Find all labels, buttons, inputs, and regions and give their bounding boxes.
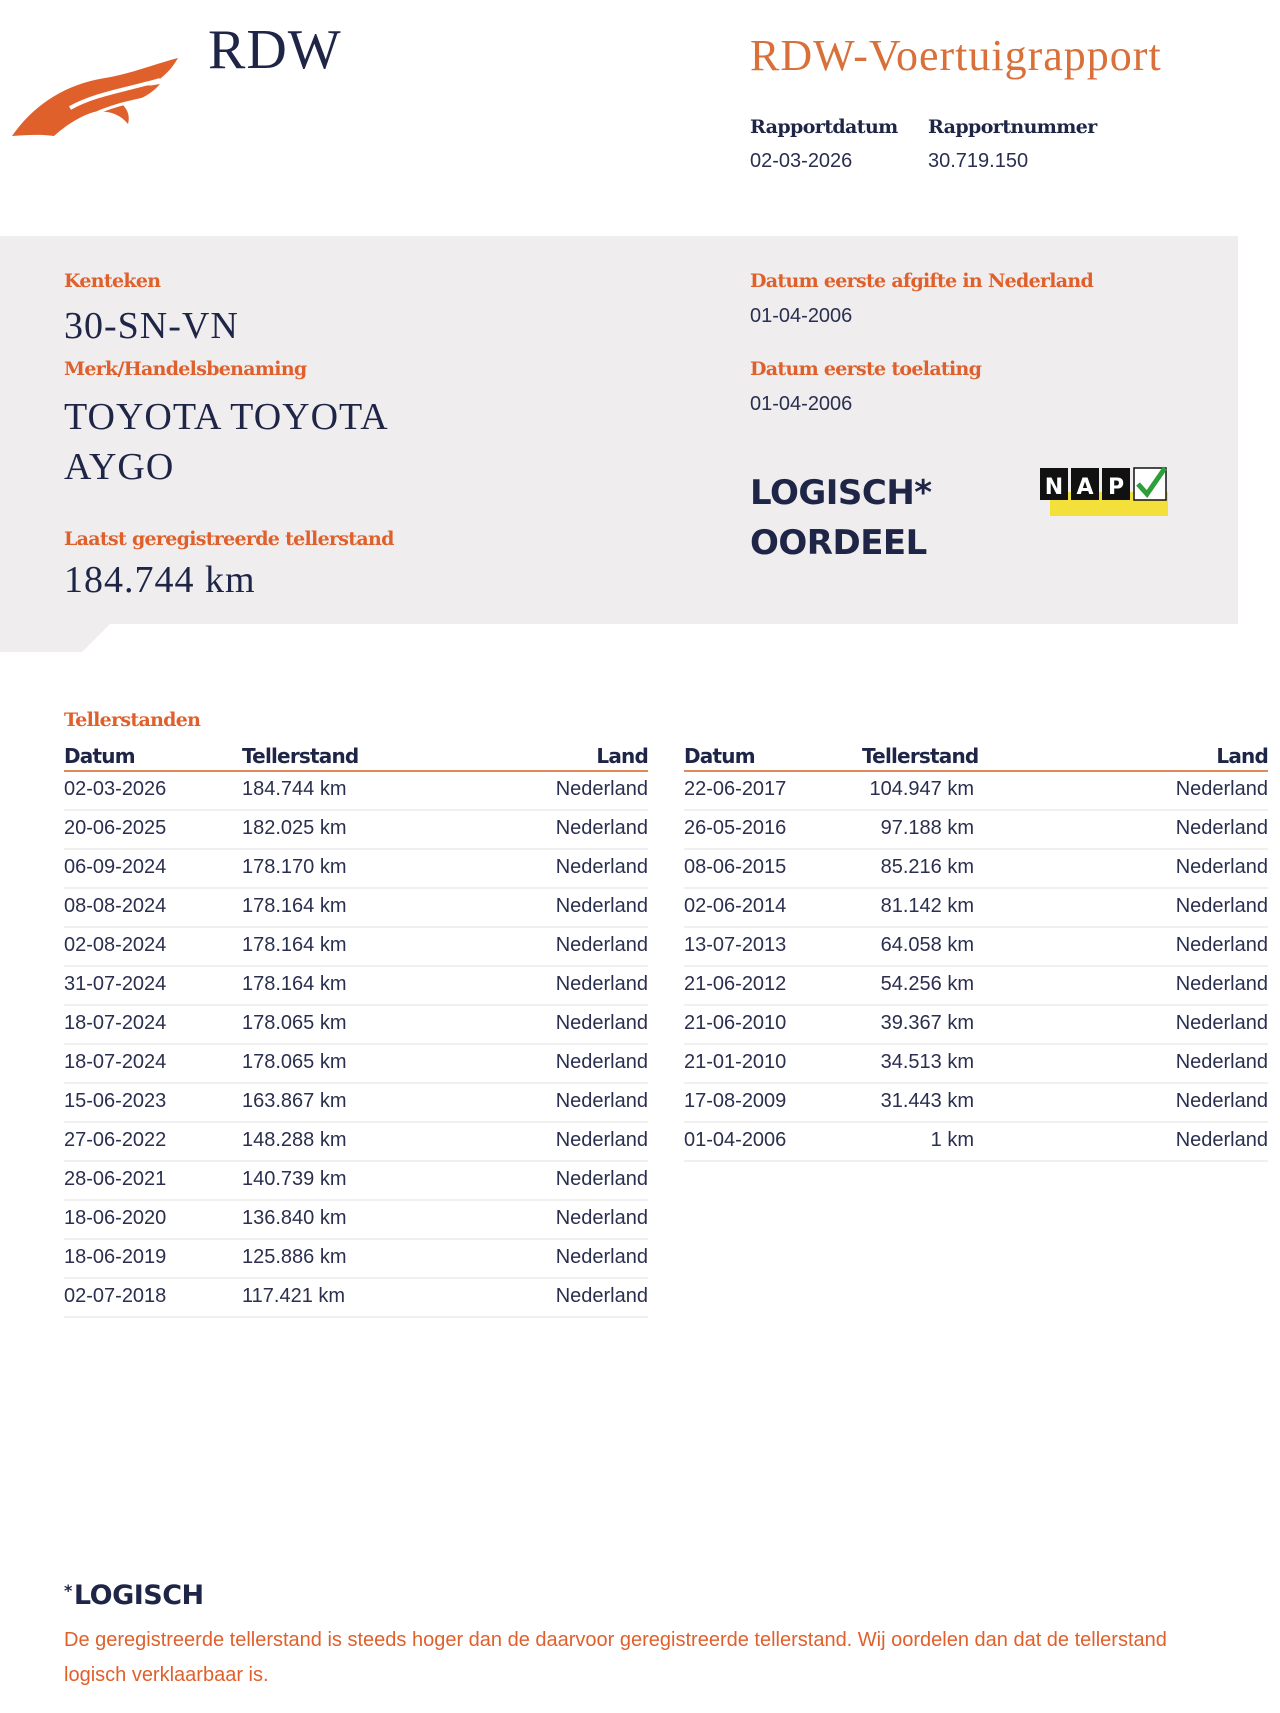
reading-date: 15-06-2023 bbox=[64, 1090, 167, 1112]
reading-country: Nederland bbox=[555, 1207, 648, 1229]
reading-country: Nederland bbox=[555, 817, 648, 839]
reading-date: 27-06-2022 bbox=[64, 1129, 167, 1151]
table-row bbox=[684, 928, 1268, 967]
column-header-odometer: Tellerstand bbox=[242, 744, 359, 768]
reading-date: 02-08-2024 bbox=[64, 934, 167, 956]
table-row bbox=[64, 967, 648, 1006]
table-row bbox=[64, 811, 648, 850]
brand-line-1: TOYOTA TOYOTA bbox=[64, 396, 389, 438]
reading-date: 08-08-2024 bbox=[64, 895, 167, 917]
rdw-logo-icon bbox=[10, 50, 185, 142]
reading-country: Nederland bbox=[555, 934, 648, 956]
reading-odometer: 54.256 km bbox=[880, 973, 974, 995]
reading-date: 18-07-2024 bbox=[64, 1012, 167, 1034]
reading-date: 13-07-2013 bbox=[684, 934, 787, 956]
reading-country: Nederland bbox=[555, 1051, 648, 1073]
verdict-line-1: LOGISCH* bbox=[750, 473, 932, 513]
reading-date: 18-07-2024 bbox=[64, 1051, 167, 1073]
table-row bbox=[64, 1006, 648, 1045]
table-row bbox=[64, 928, 648, 967]
reading-country: Nederland bbox=[555, 1012, 648, 1034]
reading-odometer: 182.025 km bbox=[242, 817, 347, 839]
reading-odometer: 31.443 km bbox=[880, 1090, 974, 1112]
column-header-date: Datum bbox=[64, 744, 135, 768]
verdict bbox=[750, 468, 932, 568]
table-row bbox=[64, 1201, 648, 1240]
reading-date: 02-03-2026 bbox=[64, 778, 167, 800]
reading-date: 22-06-2017 bbox=[684, 778, 787, 800]
reading-date: 21-06-2010 bbox=[684, 1012, 787, 1034]
table-row bbox=[64, 1084, 648, 1123]
reading-country: Nederland bbox=[555, 1090, 648, 1112]
first-issue-nl-label: Datum eerste afgifte in Nederland bbox=[750, 270, 1094, 292]
reading-date: 18-06-2019 bbox=[64, 1246, 167, 1268]
brand-label: Merk/Handelsbenaming bbox=[64, 358, 307, 380]
reading-odometer: 136.840 km bbox=[242, 1207, 347, 1229]
table-row bbox=[684, 1123, 1268, 1162]
reading-odometer: 81.142 km bbox=[880, 895, 974, 917]
reading-date: 08-06-2015 bbox=[684, 856, 787, 878]
reading-country: Nederland bbox=[1175, 934, 1268, 956]
reading-date: 02-07-2018 bbox=[64, 1285, 167, 1307]
report-date: 02-03-2026 bbox=[750, 150, 853, 172]
reading-date: 31-07-2024 bbox=[64, 973, 167, 995]
reading-date: 26-05-2016 bbox=[684, 817, 787, 839]
table-row bbox=[684, 1045, 1268, 1084]
reading-country: Nederland bbox=[555, 1246, 648, 1268]
reading-odometer: 85.216 km bbox=[880, 856, 974, 878]
reading-country: Nederland bbox=[555, 973, 648, 995]
reading-odometer: 178.164 km bbox=[242, 895, 347, 917]
reading-odometer: 125.886 km bbox=[242, 1246, 347, 1268]
readings-table-right bbox=[684, 744, 1268, 1162]
table-row bbox=[684, 967, 1268, 1006]
reading-date: 17-08-2009 bbox=[684, 1090, 787, 1112]
report-number-label: Rapportnummer bbox=[928, 116, 1097, 138]
reading-date: 21-06-2012 bbox=[684, 973, 787, 995]
column-header-country: Land bbox=[596, 744, 648, 768]
reading-odometer: 34.513 km bbox=[880, 1051, 974, 1073]
reading-country: Nederland bbox=[1175, 1090, 1268, 1112]
reading-odometer: 104.947 km bbox=[869, 778, 974, 800]
table-row bbox=[684, 1006, 1268, 1045]
reading-odometer: 140.739 km bbox=[242, 1168, 347, 1190]
first-issue-nl-value: 01-04-2006 bbox=[750, 305, 853, 327]
reading-country: Nederland bbox=[555, 1285, 648, 1307]
reading-odometer: 178.065 km bbox=[242, 1012, 347, 1034]
table-row bbox=[684, 811, 1268, 850]
reading-country: Nederland bbox=[1175, 1129, 1268, 1151]
reading-odometer: 39.367 km bbox=[880, 1012, 974, 1034]
reading-country: Nederland bbox=[1175, 1012, 1268, 1034]
reading-country: Nederland bbox=[1175, 973, 1268, 995]
table-header bbox=[684, 744, 1268, 772]
reading-odometer: 64.058 km bbox=[880, 934, 974, 956]
plate-label: Kenteken bbox=[64, 270, 161, 292]
odometer-label: Laatst geregistreerde tellerstand bbox=[64, 528, 394, 550]
nap-letter-n: N bbox=[1044, 475, 1064, 500]
verdict-line-2: OORDEEL bbox=[750, 523, 927, 563]
reading-country: Nederland bbox=[555, 1129, 648, 1151]
reading-country: Nederland bbox=[555, 778, 648, 800]
reading-date: 01-04-2006 bbox=[684, 1129, 787, 1151]
reading-odometer: 163.867 km bbox=[242, 1090, 347, 1112]
brand-line-2: AYGO bbox=[64, 446, 175, 488]
table-row bbox=[64, 1162, 648, 1201]
reading-odometer: 178.170 km bbox=[242, 856, 347, 878]
reading-country: Nederland bbox=[555, 895, 648, 917]
table-header bbox=[64, 744, 648, 772]
report-date-label: Rapportdatum bbox=[750, 116, 898, 138]
reading-country: Nederland bbox=[1175, 895, 1268, 917]
reading-odometer: 148.288 km bbox=[242, 1129, 347, 1151]
first-admission-value: 01-04-2006 bbox=[750, 393, 853, 415]
logo-text: RDW bbox=[208, 19, 342, 81]
readings-table-left bbox=[64, 744, 648, 1318]
table-row bbox=[64, 889, 648, 928]
reading-country: Nederland bbox=[1175, 778, 1268, 800]
reading-date: 06-09-2024 bbox=[64, 856, 167, 878]
report-title: RDW-Voertuigrapport bbox=[750, 31, 1162, 80]
reading-odometer: 97.188 km bbox=[880, 817, 974, 839]
reading-odometer: 178.065 km bbox=[242, 1051, 347, 1073]
footnote-title bbox=[64, 1580, 204, 1611]
reading-odometer: 117.421 km bbox=[242, 1285, 346, 1307]
column-header-odometer: Tellerstand bbox=[862, 744, 979, 768]
reading-date: 20-06-2025 bbox=[64, 817, 167, 839]
column-header-country: Land bbox=[1216, 744, 1268, 768]
reading-country: Nederland bbox=[1175, 1051, 1268, 1073]
table-row bbox=[64, 772, 648, 811]
table-row bbox=[684, 772, 1268, 811]
reading-country: Nederland bbox=[555, 856, 648, 878]
footnote-title-text: LOGISCH bbox=[73, 1580, 204, 1611]
reading-odometer: 178.164 km bbox=[242, 934, 347, 956]
table-row bbox=[64, 1279, 648, 1318]
reading-country: Nederland bbox=[1175, 856, 1268, 878]
column-header-date: Datum bbox=[684, 744, 755, 768]
nap-letter-p: P bbox=[1107, 475, 1125, 500]
reading-odometer: 178.164 km bbox=[242, 973, 347, 995]
table-row bbox=[64, 1240, 648, 1279]
footnote-text: De geregistreerde tellerstand is steeds hoger dan de daarvoor geregistreerde tellerstand. Wij oordelen dan dat de tellerstand logisch verklaarbaar is. bbox=[64, 1629, 1167, 1686]
readings-section-label: Tellerstanden bbox=[64, 709, 201, 731]
table-row bbox=[64, 1045, 648, 1084]
table-row bbox=[64, 1123, 648, 1162]
reading-date: 18-06-2020 bbox=[64, 1207, 167, 1229]
reading-odometer: 184.744 km bbox=[242, 778, 347, 800]
nap-letter-a: A bbox=[1076, 475, 1094, 500]
odometer-value: 184.744 km bbox=[64, 559, 256, 601]
report-number: 30.719.150 bbox=[928, 150, 1029, 172]
reading-date: 21-01-2010 bbox=[684, 1051, 787, 1073]
reading-country: Nederland bbox=[1175, 817, 1268, 839]
table-row bbox=[64, 850, 648, 889]
panel-tab-decoration bbox=[0, 622, 112, 652]
table-row bbox=[684, 850, 1268, 889]
reading-country: Nederland bbox=[555, 1168, 648, 1190]
table-row bbox=[684, 1084, 1268, 1123]
plate-value: 30-SN-VN bbox=[64, 305, 239, 347]
reading-odometer: 1 km bbox=[930, 1129, 974, 1151]
footnote-star: * bbox=[64, 1581, 72, 1600]
first-admission-label: Datum eerste toelating bbox=[750, 358, 982, 380]
nap-logo-icon bbox=[1038, 464, 1170, 518]
table-row bbox=[684, 889, 1268, 928]
reading-date: 28-06-2021 bbox=[64, 1168, 167, 1190]
reading-date: 02-06-2014 bbox=[684, 895, 787, 917]
